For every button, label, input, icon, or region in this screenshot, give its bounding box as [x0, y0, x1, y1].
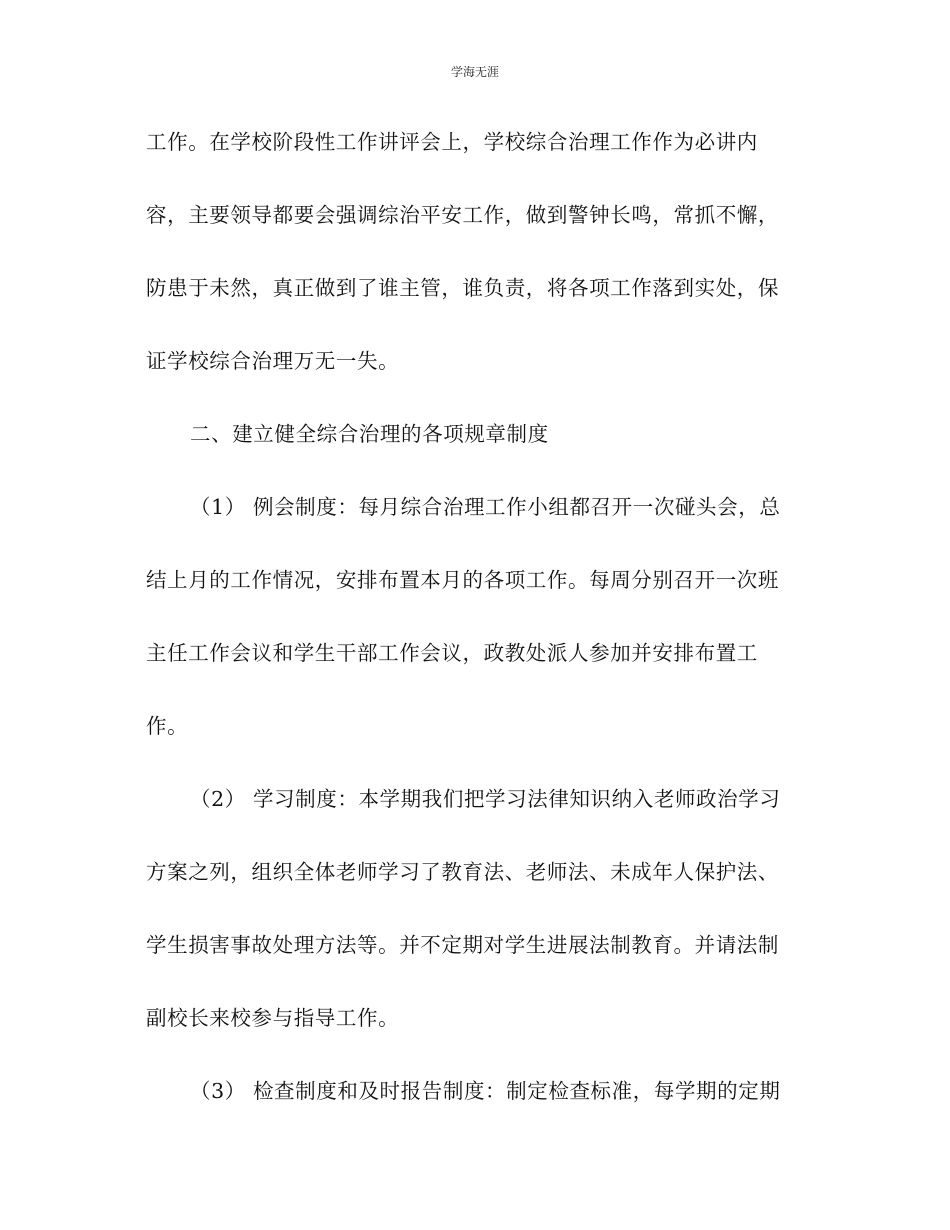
body-text-line: 方案之列，组织全体老师学习了教育法、老师法、未成年人保护法、 — [146, 860, 779, 884]
body-text-line: 学生损害事故处理方法等。并不定期对学生进展法制教育。并请法制 — [146, 933, 779, 957]
body-text-line: （2） 学习制度：本学期我们把学习法律知识纳入老师政治学习 — [190, 787, 781, 811]
body-text-line: （3） 检查制度和及时报告制度：制定检查标准，每学期的定期 — [190, 1079, 781, 1103]
body-text-line: 防患于未然，真正做到了谁主管，谁负责，将各项工作落到实处，保 — [146, 276, 779, 300]
section-heading: 二、建立健全综合治理的各项规章制度 — [190, 422, 549, 446]
body-text-line: 工作。在学校阶段性工作讲评会上，学校综合治理工作作为必讲内 — [146, 130, 758, 154]
body-text-line: （1） 例会制度：每月综合治理工作小组都召开一次碰头会，总 — [190, 495, 781, 519]
body-text-line: 作。 — [146, 714, 189, 738]
body-text-line: 结上月的工作情况，安排布置本月的各项工作。每周分别召开一次班 — [146, 568, 779, 592]
body-text-line: 证学校综合治理万无一失。 — [146, 349, 400, 373]
body-text-line: 主任工作会议和学生干部工作会议，政教处派人参加并安排布置工 — [146, 641, 758, 665]
page-header: 学海无涯 — [450, 65, 499, 79]
body-text-line: 容，主要领导都要会强调综治平安工作，做到警钟长鸣，常抓不懈， — [146, 203, 779, 227]
body-text-line: 副校长来校参与指导工作。 — [146, 1006, 400, 1030]
